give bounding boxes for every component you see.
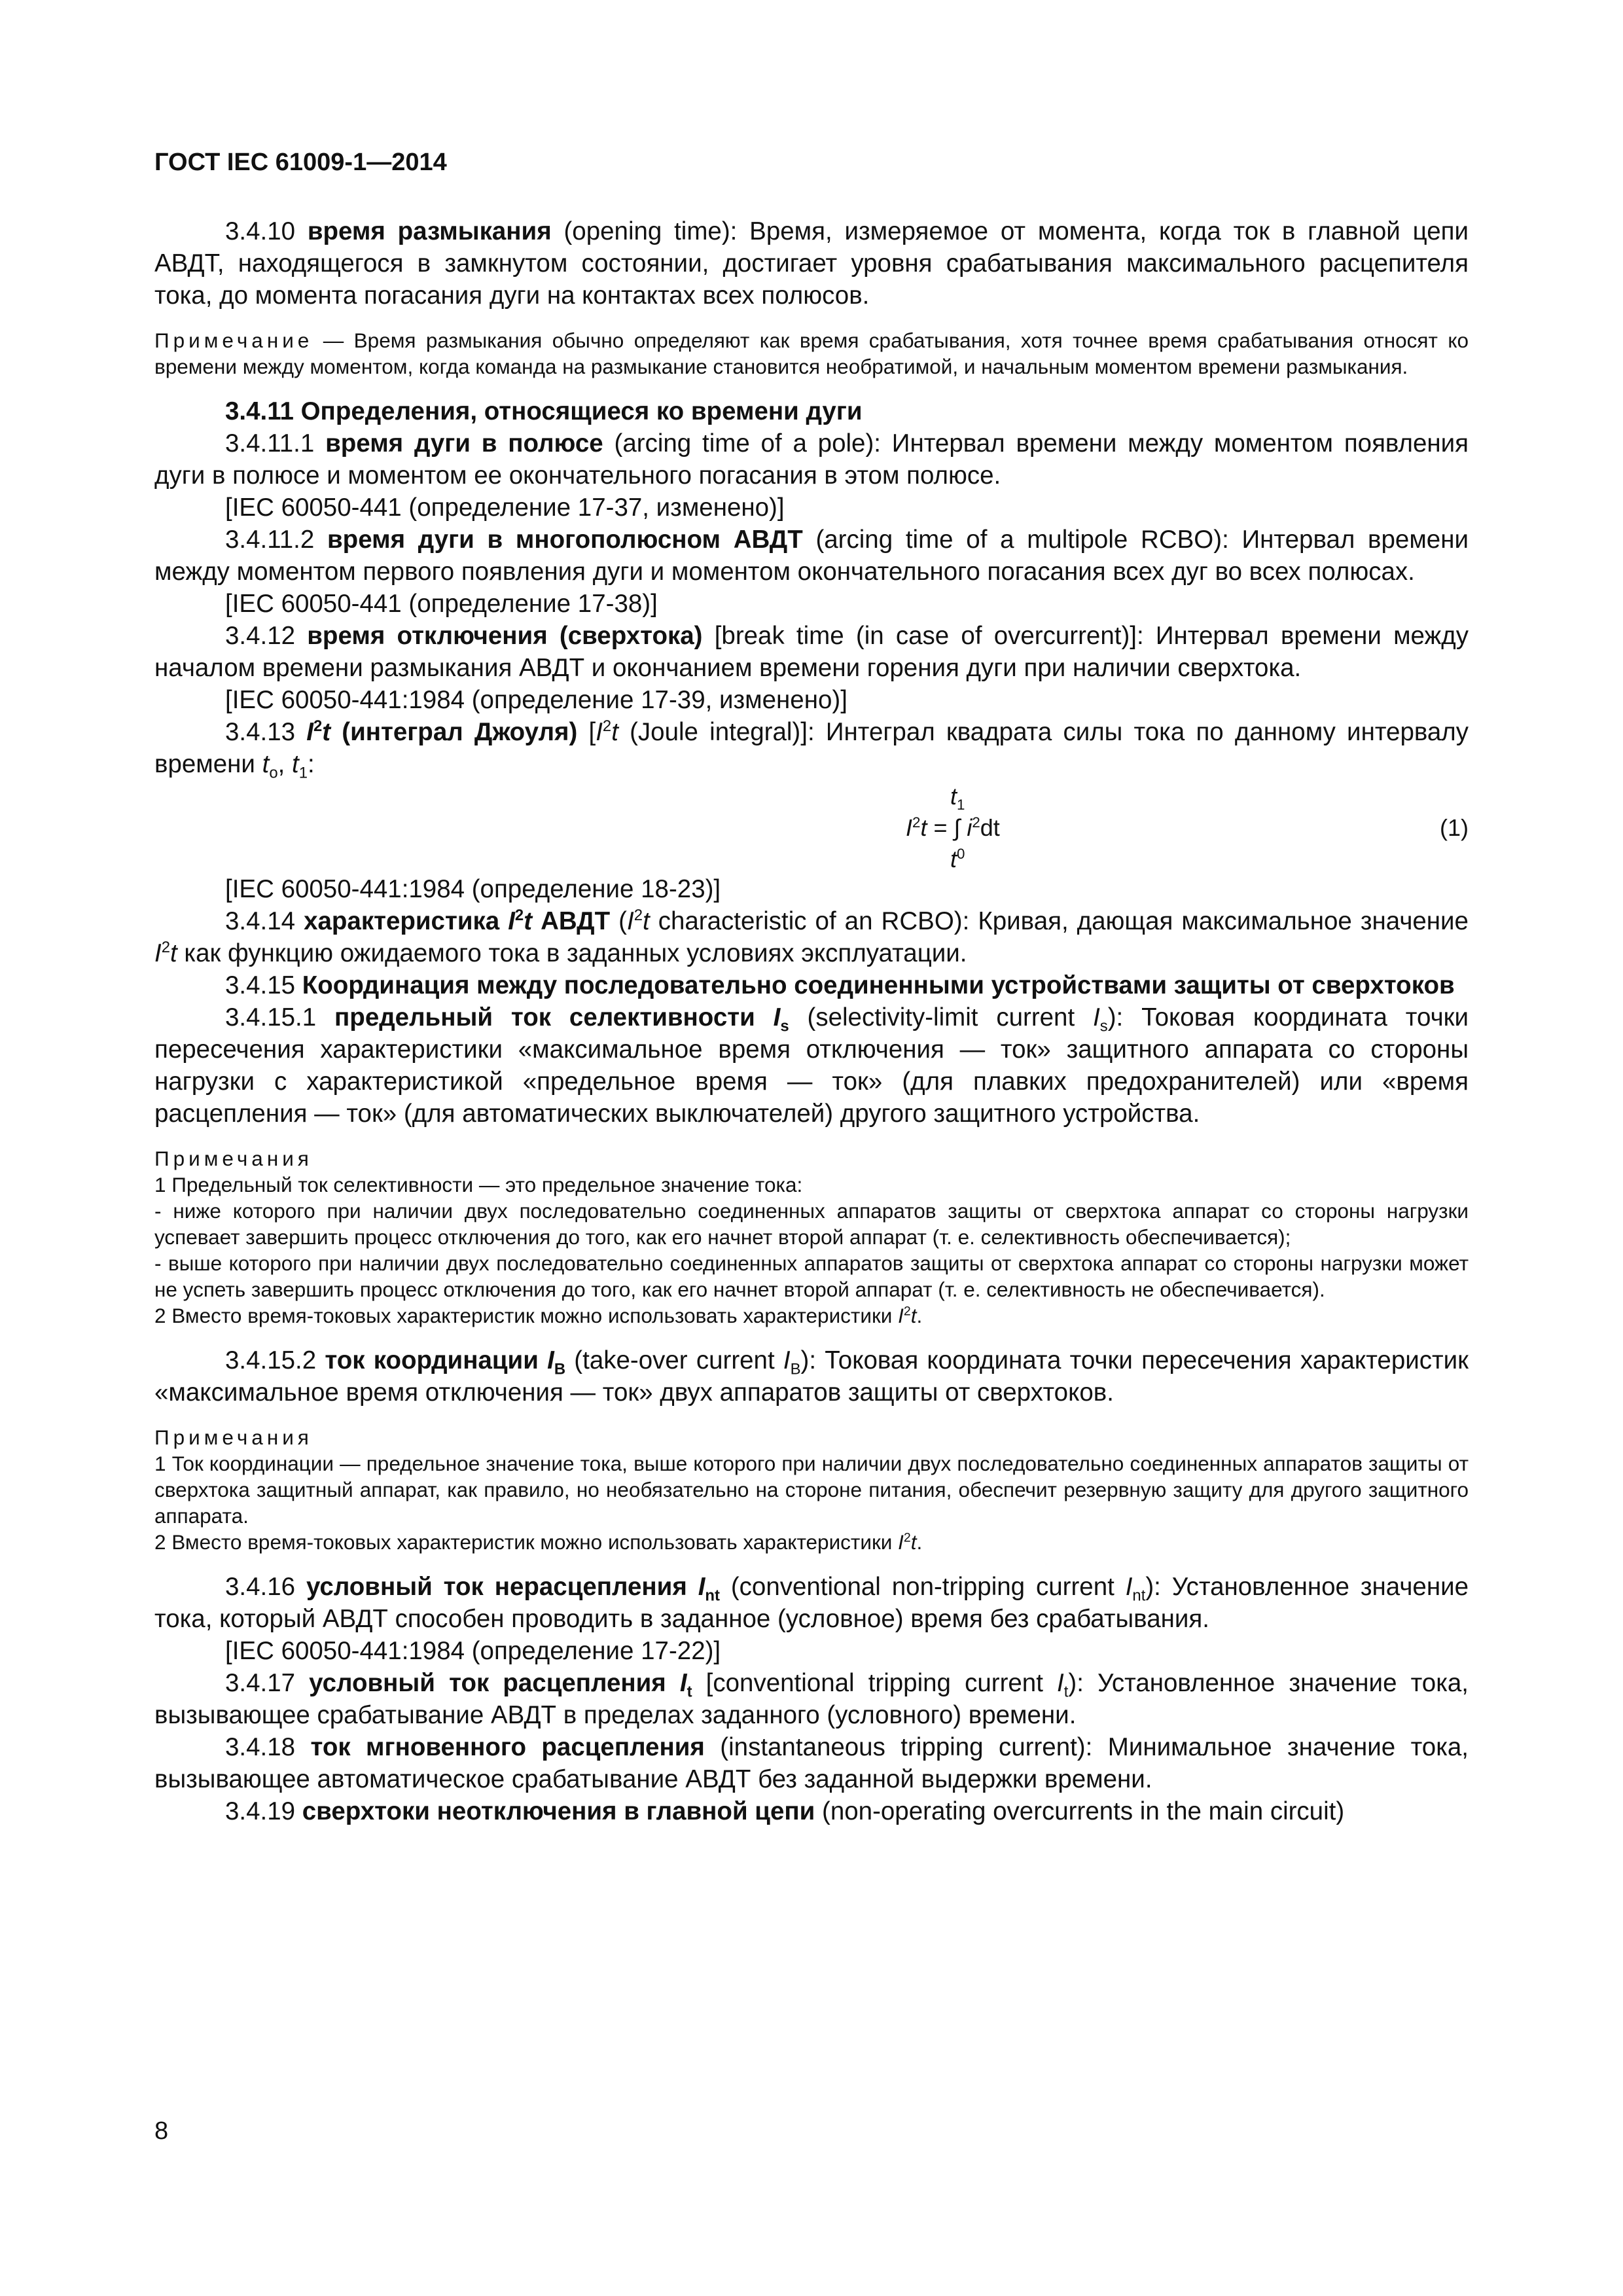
definition-3-4-11-1: 3.4.11.1 время дуги в полюсе (arcing time of a pole): Интервал времени между моментом появления дуги в полюсе и моментом ее окончательного погасания в этом полюсе.: [154, 429, 1469, 490]
definition-3-4-18: 3.4.18 ток мгновенного расцепления (instantaneous tripping current): Минимальное значение тока, вызывающее автоматическое срабатывание АВДТ без заданной выдержки времени.: [154, 1733, 1469, 1793]
section-title-3-4-15: 3.4.15 Координация между последовательно соединенными устройствами защиты от сверхтоков: [225, 971, 1455, 999]
document-header: ГОСТ IEC 61009-1—2014: [154, 149, 447, 176]
reference: [IEC 60050-441:1984 (определение 17-39, изменено)]: [225, 686, 847, 714]
formula-number: (1): [1440, 814, 1469, 841]
definition-3-4-15-1: 3.4.15.1 предельный ток селективности $I_s$ (selectivity-limit current $I_s$): Токовая координата точки пересечения характеристики «максимальное время отключения — ток» защитного аппарата со стороны нагрузки с характеристикой «предельное время — ток» (для плавких предохранителей) или «время расцепления — ток» (для автоматических выключателей) другого защитного устройства.: [154, 1003, 1469, 1128]
definition-3-4-13: 3.4.13 $I^2t$ (интеграл Джоуля) [$I^2t$ (Joule integral)]: Интеграл квадрата силы тока по данному интервалу времени $t_o$, $t_1$:: [154, 717, 1469, 782]
note-item: 2 Вместо время-токовых характеристик можно использовать характеристики $I^2t$.: [154, 1530, 923, 1554]
notes-label: Примечания: [154, 1147, 313, 1170]
definition-3-4-19: 3.4.19 сверхтоки неотключения в главной цепи (non-operating overcurrents in the main circuit): [225, 1797, 1345, 1825]
reference: [IEC 60050-441 (определение 17-38)]: [225, 590, 658, 618]
note-text: — Время размыкания обычно определяют как время срабатывания, хотя точнее время срабатывания относят ко времени между моментом, когда команда на размыкание становится необратимой, и начальным моментом времени размыкания.: [154, 329, 1469, 378]
clause-number: 3.4.10: [225, 217, 308, 245]
note-label: Примечание: [154, 329, 313, 352]
formula-upper-limit: $t_1$: [950, 783, 965, 814]
definition-text: (opening time): Время, измеряемое от момента, когда ток в главной цепи АВДТ, находящегося в замкнутом состоянии, достигает уровня срабатывания максимального расцепителя тока, до момента погасания дуги на контактах всех полюсов.: [154, 217, 1469, 310]
term: время отключения (сверхтока): [307, 622, 703, 650]
term: время размыкания: [307, 217, 552, 245]
note-3-4-10: [154, 327, 1469, 380]
definition-3-4-10: [154, 215, 1469, 312]
note-item: 1 Предельный ток селективности — это предельное значение тока:: [154, 1173, 803, 1196]
definition-3-4-16: 3.4.16 условный ток нерасцепления $I_{nt}$ (conventional non-tripping current $I_{nt}$): Установленное значение тока, который АВДТ способен проводить в заданное (условное) время без срабатывания.: [154, 1573, 1469, 1633]
term: время дуги в полюсе: [325, 429, 603, 457]
main-text: [154, 215, 1469, 1827]
definition-3-4-11-2: 3.4.11.2 время дуги в многополюсном АВДТ (arcing time of a multipole RCBO): Интервал времени между моментом первого появления дуги и моментом окончательного погасания всех дуг во всех полюсах.: [154, 526, 1469, 586]
definition-3-4-17: 3.4.17 условный ток расцепления $I_t$ [conventional tripping current $I_t$): Установленное значение тока, вызывающее срабатывание АВДТ в пределах заданного (условного) времени.: [154, 1669, 1469, 1729]
reference: [IEC 60050-441:1984 (определение 18-23)]: [225, 875, 721, 903]
reference: [IEC 60050-441:1984 (определение 17-22)]: [225, 1637, 721, 1665]
definition-3-4-15-2: 3.4.15.2 ток координации $I_B$ (take-over current $I_B$): Токовая координата точки пересечения характеристик «максимальное время отключения — ток» двух аппаратов защиты от сверхтоков.: [154, 1346, 1469, 1407]
notes-3-4-15-1: [154, 1145, 1469, 1329]
reference: [IEC 60050-441 (определение 17-37, изменено)]: [225, 493, 785, 522]
notes-3-4-15-2: [154, 1424, 1469, 1555]
notes-label: Примечания: [154, 1426, 313, 1449]
note-item: - выше которого при наличии двух последовательно соединенных аппаратов защиты от сверхтока аппарат со стороны нагрузки может не успеть завершить процесс отключения до того, как его начнет второй аппарат (т. е. селективность не обеспечивается).: [154, 1251, 1469, 1301]
formula-1: [154, 780, 1469, 873]
note-item: - ниже которого при наличии двух последовательно соединенных аппаратов защиты от сверхтока аппарат со стороны нагрузки успевает завершить процесс отключения до того, как его начнет второй аппарат (т. е. селективность обеспечивается);: [154, 1199, 1469, 1249]
note-item: 1 Ток координации — предельное значение тока, выше которого при наличии двух последовательно соединенных аппаратов защиты от сверхтока защитный аппарат, как правило, но необязательно на стороне питания, обеспечит резервную защиту для другого защитного аппарата.: [154, 1452, 1469, 1528]
definition-3-4-14: 3.4.14 характеристика $I^2t$ АВДТ ($I^2t$ characteristic of an RCBO): Кривая, дающая максимальное значение $I^2t$ как функцию ожидаемого тока в заданных условиях эксплуатации.: [154, 906, 1469, 967]
note-item: 2 Вместо время-токовых характеристик можно использовать характеристики $I^2t$.: [154, 1304, 923, 1327]
formula-lower-limit: $t^0$: [950, 846, 965, 872]
definition-3-4-12: 3.4.12 время отключения (сверхтока) [break time (in case of overcurrent)]: Интервал времени между началом времени размыкания АВДТ и окончанием времени горения дуги при наличии сверхтока.: [154, 622, 1469, 682]
page-number: 8: [154, 2117, 169, 2145]
section-title-3-4-11: 3.4.11 Определения, относящиеся ко времени дуги: [225, 397, 863, 425]
term: время дуги в многополюсном АВДТ: [327, 526, 803, 554]
formula-expression: $I^2t$ = ∫ $i^2dt$: [906, 814, 1000, 841]
